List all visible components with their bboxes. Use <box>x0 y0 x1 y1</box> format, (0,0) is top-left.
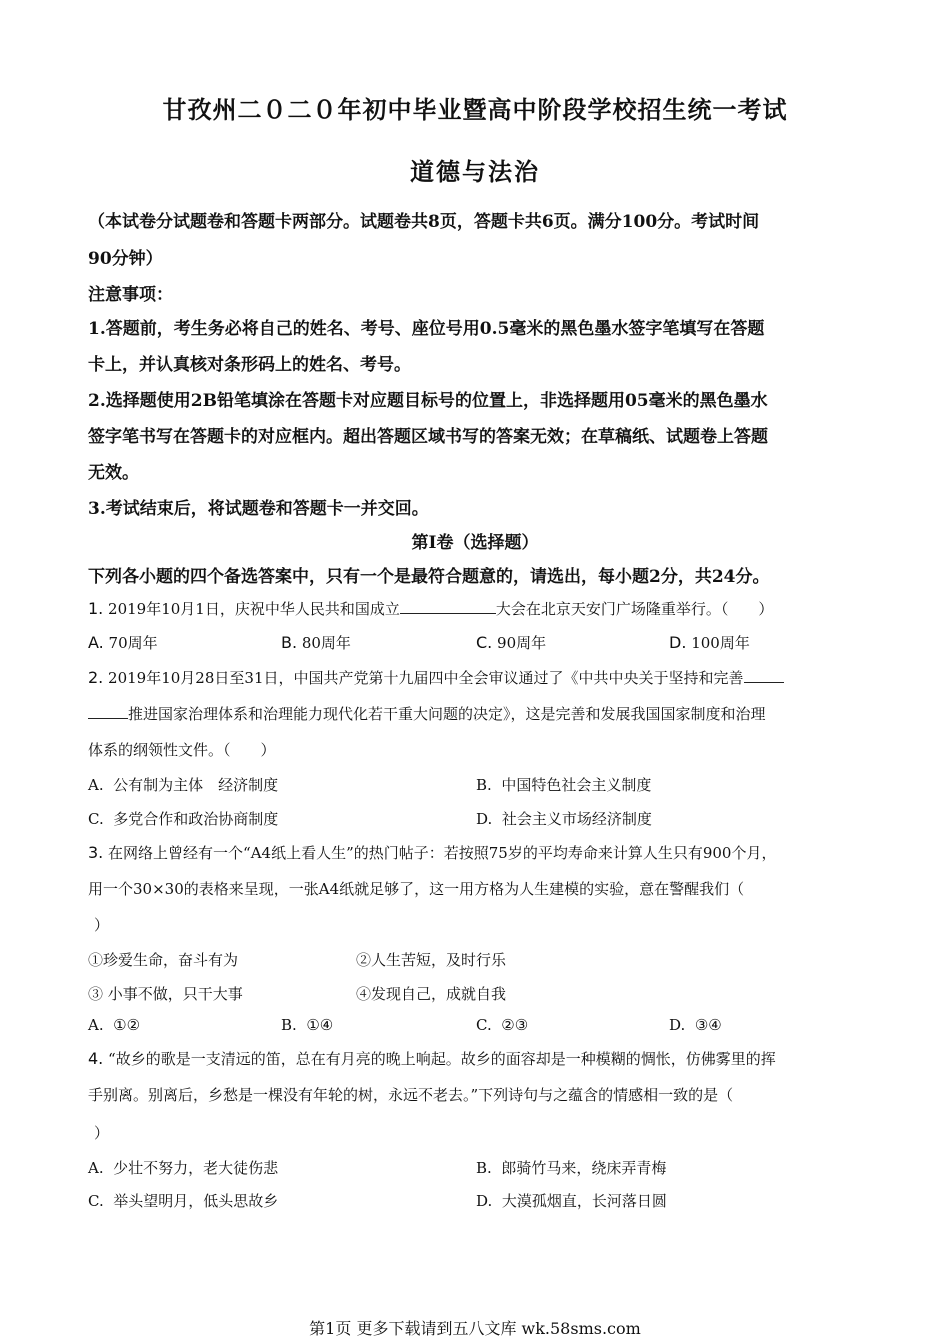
notes-heading: 注意事项： <box>88 285 173 305</box>
q3-option-b[interactable]: B. ①④ <box>281 1016 334 1034</box>
q2-option-d[interactable]: D. 社会主义市场经济制度 <box>476 810 652 828</box>
q2-option-a[interactable]: A. 公有制为主体 经济制度 <box>88 776 279 794</box>
q3-option-c[interactable]: C. ②③ <box>476 1016 529 1034</box>
q2-option-c[interactable]: C. 多党合作和政治协商制度 <box>88 810 279 828</box>
q4-option-a[interactable]: A. 少壮不努力，老大徒伤悲 <box>88 1159 279 1177</box>
question-1-stem <box>88 598 773 619</box>
intro-line-1: （本试卷分试题卷和答题卡两部分。试题卷共8页，答题卡共6页。满分100分。考试时间 <box>88 212 760 232</box>
note-1-line-2: 卡上，并认真核对条形码上的姓名、考号。 <box>88 355 411 375</box>
q3-option-a[interactable]: A. ①② <box>88 1016 141 1034</box>
q4-option-c[interactable]: C. 举头望明月，低头思故乡 <box>88 1192 279 1210</box>
question-2-line-1: 2. 2019年10月28日至31日，中国共产党第十九届四中全会审议通过了《中共中央关于坚持和完善 <box>88 667 784 688</box>
section-title: 第Ⅰ卷（选择题） <box>411 533 539 553</box>
question-1-text-b: 大会在北京天安门广场隆重举行。（ ） <box>495 600 774 618</box>
question-4-line-1: 4. “故乡的歌是一支清远的笛，总在有月亮的晚上响起。故乡的面容却是一种模糊的惆怅，仿佛雾里的挥 <box>88 1049 776 1068</box>
note-2-line-2: 签字笔书写在答题卡的对应框内。超出答题区域书写的答案无效；在草稿纸、试题卷上答题 <box>88 427 768 447</box>
q4-option-b[interactable]: B. 郎骑竹马来，绕床弄青梅 <box>476 1159 667 1177</box>
question-3-line-2: 用一个30×30的表格来呈现，一张A4纸就足够了，这一用方格为人生建模的实验，意在警醒我们（ <box>88 880 745 898</box>
q1-option-d[interactable]: D. 100周年 <box>669 633 750 652</box>
q3-statement-1: ①珍爱生命，奋斗有为 <box>88 951 239 969</box>
page-footer: 第1页 更多下载请到五八文库 wk.58sms.com <box>309 1319 641 1338</box>
note-3: 3.考试结束后，将试题卷和答题卡一并交回。 <box>88 499 429 519</box>
q3-statement-3: ③ 小事不做，只干大事 <box>88 985 243 1003</box>
q4-option-d[interactable]: D. 大漠孤烟直，长河落日圆 <box>476 1192 667 1210</box>
q1-option-a[interactable]: A. 70周年 <box>88 633 158 652</box>
question-4-line-3: ） <box>94 1124 110 1142</box>
answer-blank <box>744 668 784 683</box>
subject-title: 道德与法治 <box>410 157 540 186</box>
question-number: 3. <box>88 843 104 862</box>
q2-option-b[interactable]: B. 中国特色社会主义制度 <box>476 776 652 794</box>
question-2-line-3: 体系的纲领性文件。（ ） <box>88 741 276 759</box>
intro-line-2: 90分钟） <box>88 249 163 269</box>
note-2-line-3: 无效。 <box>88 463 139 483</box>
answer-blank <box>400 599 496 614</box>
q3-option-d[interactable]: D. ③④ <box>669 1016 722 1034</box>
exam-title: 甘孜州二０二０年初中毕业暨高中阶段学校招生统一考试 <box>162 95 788 124</box>
q1-option-b[interactable]: B. 80周年 <box>281 633 351 652</box>
q3-statement-4: ④发现自己，成就自我 <box>356 985 507 1003</box>
section-instruction: 下列各小题的四个备选答案中，只有一个是最符合题意的，请选出，每小题2分，共24分。 <box>88 567 770 587</box>
question-3-line-3: ） <box>94 916 110 934</box>
q3-statement-2: ②人生苦短，及时行乐 <box>356 951 507 969</box>
question-number: 1. <box>88 599 104 618</box>
answer-blank <box>88 704 128 719</box>
note-2-line-1: 2.选择题使用2B铅笔填涂在答题卡对应题目标号的位置上，非选择题用05毫米的黑色墨水 <box>88 391 768 411</box>
q1-option-c[interactable]: C. 90周年 <box>476 633 547 652</box>
question-number: 4. <box>88 1049 104 1068</box>
question-1-text-a: 2019年10月1日，庆祝中华人民共和国成立 <box>108 600 400 618</box>
question-2-line-2: 推进国家治理体系和治理能力现代化若干重大问题的决定》，这是完善和发展我国国家制度和治理 <box>88 703 766 724</box>
question-number: 2. <box>88 668 104 687</box>
note-1-line-1: 1.答题前，考生务必将自己的姓名、考号、座位号用0.5毫米的黑色墨水签字笔填写在答题 <box>88 319 765 339</box>
question-4-line-2: 手别离。别离后，乡愁是一棵没有年轮的树，永远不老去。”下列诗句与之蕴含的情感相一致的是（ <box>88 1086 734 1104</box>
question-3-line-1: 3. 在网络上曾经有一个“A4纸上看人生”的热门帖子：若按照75岁的平均寿命来计算人生只有900个月， <box>88 843 777 862</box>
